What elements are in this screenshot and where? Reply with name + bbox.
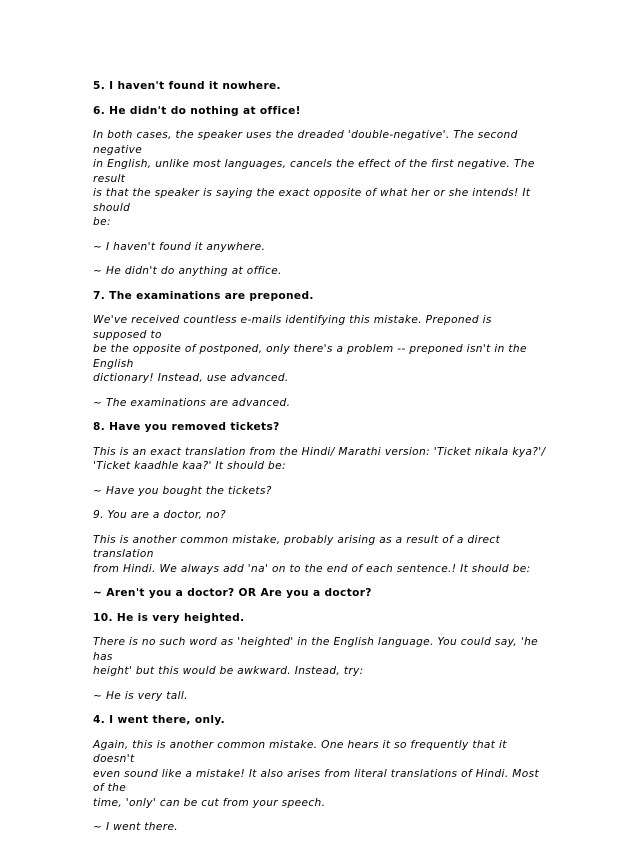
heading-mistake-4: 4. I went there, only. <box>93 714 225 726</box>
heading-mistake-10: 10. He is very heighted. <box>93 611 245 624</box>
explanation-paragraph: In both cases, the speaker uses the dreaded 'double-negative'. The second negative in English, unlike most languages, cancels the effect of the first negative. The result is that the speaker is saying the exact opposite of what her or she intends! It should be: <box>93 129 535 228</box>
explanation-paragraph: This is an exact translation from the Hindi/ Marathi version: 'Ticket nikala kya?'/ 'Ticket kaadhle kaa?' It should be: <box>93 445 546 472</box>
correction-line: ~ Aren't you a doctor? OR Are you a doctor? <box>93 587 372 599</box>
explanation-paragraph: Again, this is another common mistake. One hears it so frequently that it doesn't even sound like a mistake! It also arises from literal translations of Hindi. Most of the time, 'only' can be cut from your speech. <box>93 738 539 809</box>
correction-line: ~ I haven't found it anywhere. <box>93 240 266 253</box>
correction-line: ~ I went there. <box>93 821 179 833</box>
explanation-paragraph: This is another common mistake, probably arising as a result of a direct translation from Hindi. We always add 'na' on to the end of each sentence.! It should be: <box>93 533 531 575</box>
correction-line: ~ Have you bought the tickets? <box>93 484 272 497</box>
explanation-paragraph: There is no such word as 'heighted' in the English language. You could say, 'he has height' but this would be awkward. Instead, try: <box>93 636 539 677</box>
correction-line: ~ The examinations are advanced. <box>93 396 291 409</box>
heading-mistake-8: 8. Have you removed tickets? <box>93 421 280 433</box>
heading-mistake-9: 9. You are a doctor, no? <box>93 509 226 521</box>
correction-line: ~ He didn't do anything at office. <box>93 265 282 277</box>
heading-mistake-6: 6. He didn't do nothing at office! <box>93 104 301 117</box>
correction-line: ~ He is very tall. <box>93 689 188 702</box>
document-body <box>93 79 548 845</box>
heading-mistake-5: 5. I haven't found it nowhere. <box>93 80 281 92</box>
heading-mistake-7: 7. The examinations are preponed. <box>93 289 314 302</box>
explanation-paragraph: We've received countless e-mails identifying this mistake. Preponed is supposed to be the opposite of postponed, only there's a problem -- preponed isn't in the English dictionary! Instead, use advanced. <box>93 314 527 384</box>
